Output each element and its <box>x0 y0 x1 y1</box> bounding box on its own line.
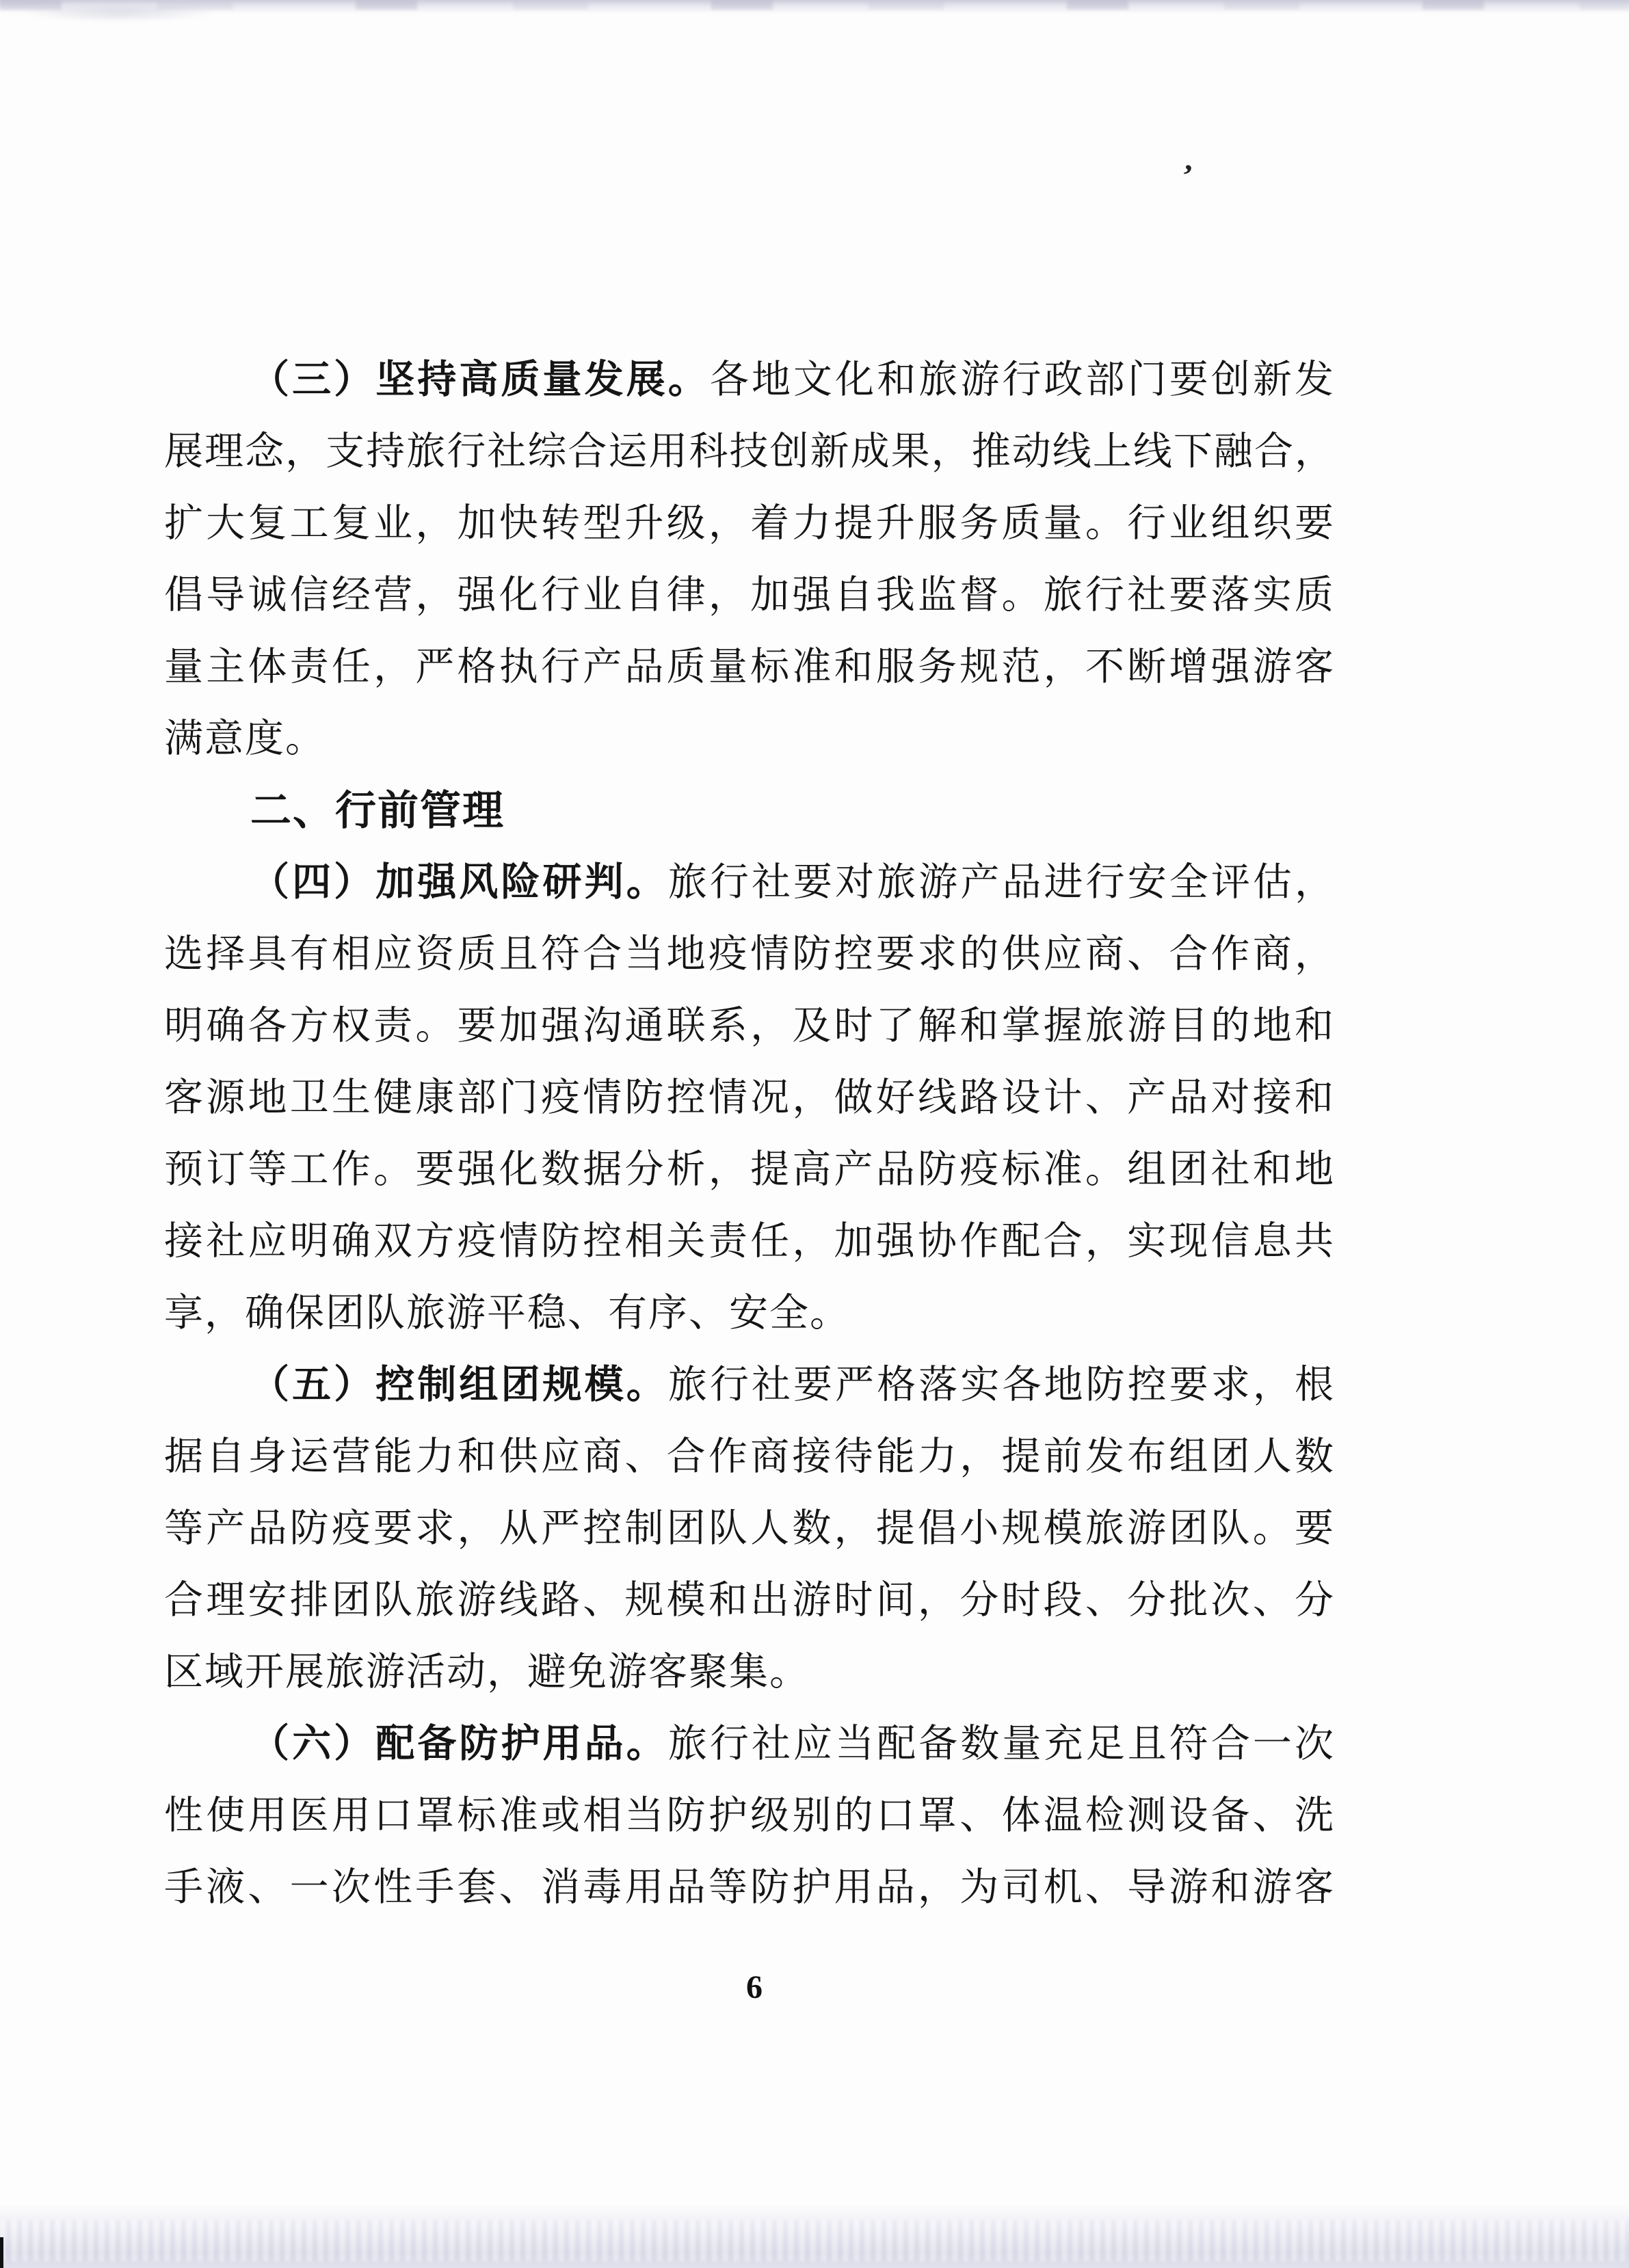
text-line <box>164 1852 1335 1923</box>
text-segment-bold: （五）控制组团规模。 <box>250 1363 668 1406</box>
text-segment: 各地文化和旅游行政部门要创新发 <box>709 358 1335 401</box>
text-segment: 性使用医用口罩标准或相当防护级别的口罩、体温检测设备、洗 <box>164 1794 1335 1837</box>
text-line <box>164 1421 1335 1493</box>
text-segment-bold: （六）配备防护用品。 <box>250 1722 668 1765</box>
text-line <box>164 344 1335 416</box>
text-segment: 区域开展旅游活动，避免游客聚集。 <box>164 1651 810 1694</box>
document-body <box>164 344 1335 1923</box>
text-line <box>164 416 1335 488</box>
text-line <box>164 1493 1335 1564</box>
text-line <box>164 1134 1335 1205</box>
scan-artifact-top-noise <box>0 0 1629 10</box>
text-line <box>164 1636 1335 1708</box>
scan-artifact-top-smudge <box>21 4 219 22</box>
text-segment: 客源地卫生健康部门疫情防控情况，做好线路设计、产品对接和 <box>164 1076 1335 1119</box>
text-line <box>164 990 1335 1062</box>
text-segment: 接社应明确双方疫情防控相关责任，加强协作配合，实现信息共 <box>164 1220 1335 1263</box>
text-segment: 满意度。 <box>164 717 326 760</box>
text-segment: 合理安排团队旅游线路、规模和出游时间，分时段、分批次、分 <box>164 1579 1335 1622</box>
stray-ink-mark: ’ <box>1178 157 1195 194</box>
text-segment: 明确各方权责。要加强沟通联系，及时了解和掌握旅游目的地和 <box>164 1004 1335 1048</box>
text-line <box>164 559 1335 631</box>
text-segment: 等产品防疫要求，从严控制团队人数，提倡小规模旅游团队。要 <box>164 1507 1335 1550</box>
text-segment: 选择具有相应资质且符合当地疫情防控要求的供应商、合作商， <box>164 933 1335 976</box>
text-segment: 扩大复工复业，加快转型升级，着力提升服务质量。行业组织要 <box>164 502 1335 545</box>
text-segment: 展理念，支持旅行社综合运用科技创新成果，推动线上线下融合， <box>164 430 1335 473</box>
text-segment: 预订等工作。要强化数据分析，提高产品防疫标准。组团社和地 <box>164 1148 1335 1191</box>
text-line <box>164 1780 1335 1852</box>
text-line <box>164 1277 1335 1349</box>
text-segment-bold: （三）坚持高质量发展。 <box>250 358 710 401</box>
text-line <box>164 631 1335 703</box>
section-heading <box>164 775 1335 846</box>
text-segment-bold: 二、行前管理 <box>250 788 505 833</box>
text-line <box>164 1708 1335 1780</box>
text-segment-bold: （四）加强风险研判。 <box>250 861 668 904</box>
text-line <box>164 918 1335 990</box>
text-segment: 旅行社应当配备数量充足且符合一次 <box>667 1722 1335 1765</box>
text-line <box>164 1062 1335 1134</box>
text-line <box>164 1564 1335 1636</box>
scan-artifact-left-edge-mark <box>0 2237 3 2268</box>
text-segment: 享，确保团队旅游平稳、有序、安全。 <box>164 1292 850 1335</box>
scan-artifact-bottom-streaks <box>0 2220 1629 2261</box>
text-segment: 据自身运营能力和供应商、合作商接待能力，提前发布组团人数 <box>164 1435 1335 1478</box>
text-line <box>164 488 1335 559</box>
text-line <box>164 703 1335 775</box>
text-segment: 倡导诚信经营，强化行业自律，加强自我监督。旅行社要落实质 <box>164 574 1335 617</box>
text-segment: 手液、一次性手套、消毒用品等防护用品，为司机、导游和游客 <box>164 1866 1335 1909</box>
text-line <box>164 846 1335 918</box>
text-line <box>164 1349 1335 1421</box>
text-line <box>164 1205 1335 1277</box>
text-segment: 旅行社要对旅游产品进行安全评估， <box>667 861 1335 904</box>
page-number: 6 <box>746 1969 763 2005</box>
text-segment: 量主体责任，严格执行产品质量标准和服务规范，不断增强游客 <box>164 645 1335 689</box>
text-segment: 旅行社要严格落实各地防控要求，根 <box>667 1363 1335 1406</box>
